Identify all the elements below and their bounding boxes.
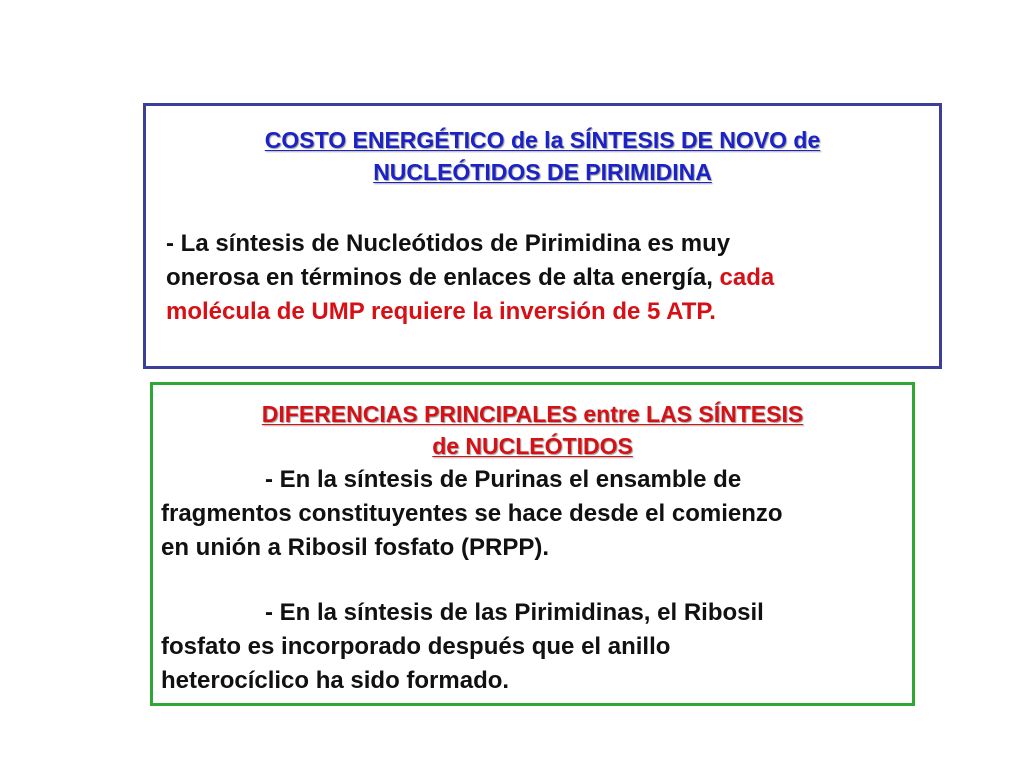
energy-cost-highlight-start: cada xyxy=(719,264,775,291)
main-differences-title xyxy=(153,398,912,462)
main-differences-title-line-1: DIFERENCIAS PRINCIPALES entre LAS SÍNTESIS xyxy=(261,401,804,427)
energy-cost-body-line-2 xyxy=(166,261,774,295)
energy-cost-body-line-1: - La síntesis de Nucleótidos de Pirimidina es muy xyxy=(166,230,731,257)
pyrimidine-difference-line-2: fosfato es incorporado después que el anillo xyxy=(161,633,671,660)
energy-cost-title xyxy=(146,124,939,188)
energy-cost-body-line-2-black: onerosa en términos de enlaces de alta energía, xyxy=(166,264,720,291)
purine-difference-line-1: - En la síntesis de Purinas el ensamble de xyxy=(265,466,742,493)
pyrimidine-difference-paragraph xyxy=(161,596,764,698)
pyrimidine-difference-line-3: heterocíclico ha sido formado. xyxy=(161,667,510,694)
energy-cost-title-line-2: NUCLEÓTIDOS DE PIRIMIDINA xyxy=(373,159,712,185)
purine-difference-paragraph xyxy=(161,463,783,565)
main-differences-title-line-2: de NUCLEÓTIDOS xyxy=(432,433,633,459)
purine-difference-line-3: en unión a Ribosil fosfato (PRPP). xyxy=(161,534,550,561)
main-differences-box xyxy=(150,382,915,706)
energy-cost-highlight-line: molécula de UMP requiere la inversión de 5 ATP. xyxy=(166,298,716,325)
energy-cost-box xyxy=(143,103,942,369)
energy-cost-body xyxy=(166,227,774,329)
pyrimidine-difference-line-1: - En la síntesis de las Pirimidinas, el Ribosil xyxy=(265,599,764,626)
purine-difference-line-2: fragmentos constituyentes se hace desde el comienzo xyxy=(161,500,783,527)
energy-cost-title-line-1: COSTO ENERGÉTICO de la SÍNTESIS DE NOVO de xyxy=(264,127,821,153)
